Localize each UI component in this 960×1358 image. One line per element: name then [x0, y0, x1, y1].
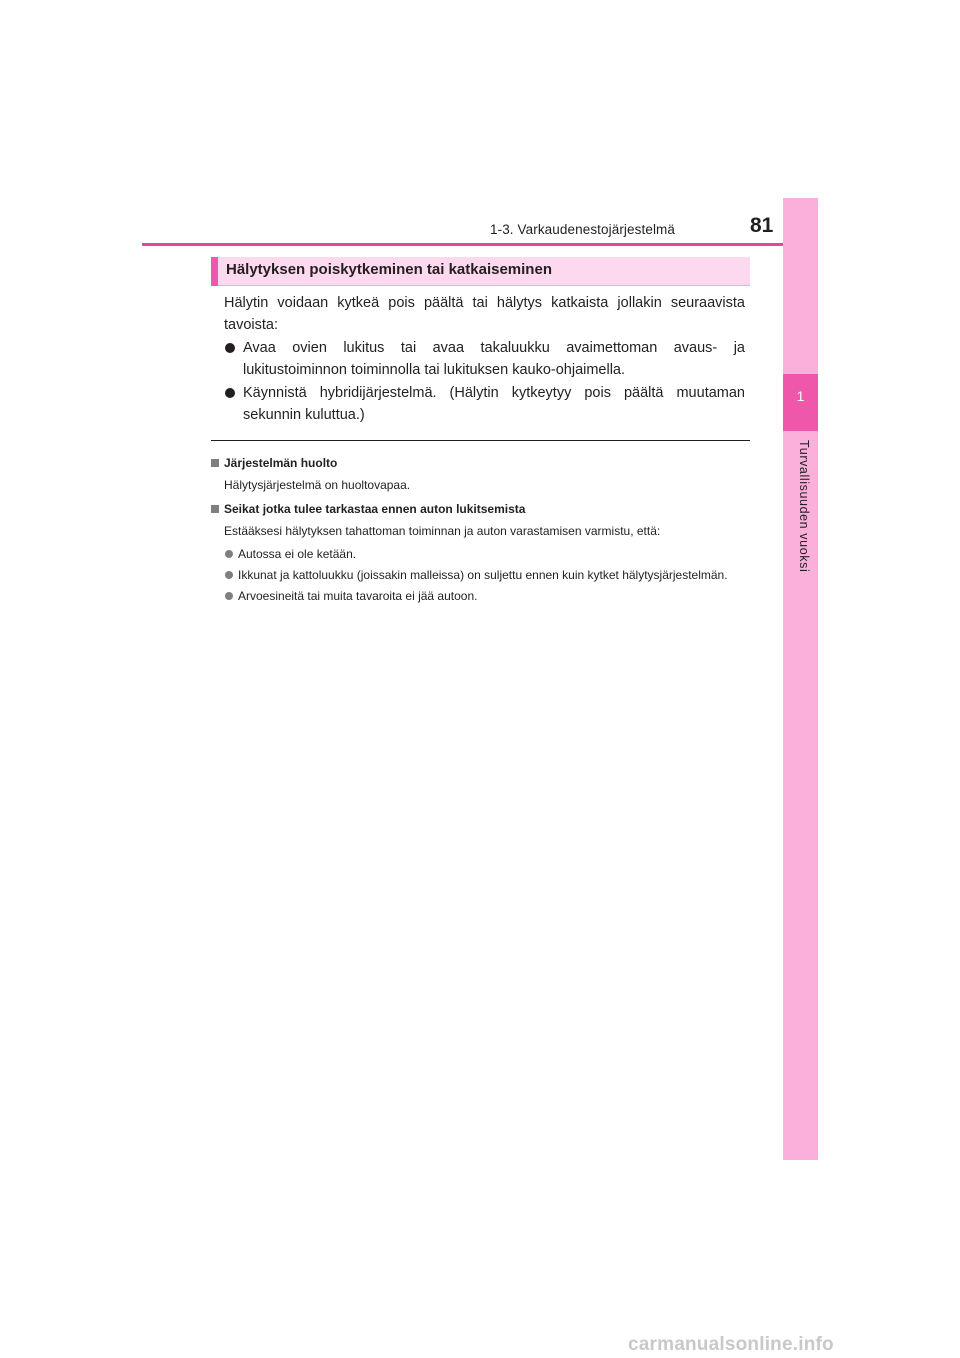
list-item-text: Avaa ovien lukitus tai avaa takaluukku avaimettoman avaus- ja lukitustoiminnon toiminnolla tai lukituksen kauko-ohjaimella.	[243, 340, 745, 378]
running-header: 1-3. Varkaudenestojärjestelmä	[490, 222, 675, 237]
list-item	[224, 337, 745, 381]
square-bullet-icon	[211, 459, 219, 467]
note-list-item-text: Autossa ei ole ketään.	[238, 547, 357, 561]
note-heading	[211, 501, 750, 517]
bullet-icon	[225, 550, 233, 558]
section-intro: Hälytin voidaan kytkeä pois päältä tai hälytys katkaista jollakin seuraavista tavoista:	[224, 295, 745, 333]
note-list-item-text: Arvoesineitä tai muita tavaroita ei jää autoon.	[238, 589, 478, 603]
bullet-icon	[225, 388, 235, 398]
list-item	[224, 382, 745, 426]
bullet-icon	[225, 343, 235, 353]
section-divider	[211, 440, 750, 441]
header-rule	[142, 243, 818, 246]
note-list-item	[211, 546, 750, 562]
note-list-item	[211, 588, 750, 604]
chapter-side-tab	[783, 198, 818, 1160]
notes-block	[211, 451, 750, 604]
note-text: Estääksesi hälytyksen tahattoman toiminnan ja auton varastamisen varmistu, että:	[224, 524, 661, 538]
chapter-number: 1	[796, 388, 805, 404]
list-item-text: Käynnistä hybridijärjestelmä. (Hälytin kytkeytyy pois päältä muutaman sekunnin kuluttua.)	[243, 385, 745, 423]
section-body	[224, 292, 745, 426]
note-list-item-text: Ikkunat ja kattoluukku (joissakin malleissa) on suljettu ennen kuin kytket hälytysjärjestelmän.	[238, 568, 728, 582]
watermark: carmanualsonline.info	[628, 1334, 834, 1355]
section-header-accent	[211, 257, 218, 286]
note-list-item	[211, 567, 750, 583]
bullet-icon	[225, 592, 233, 600]
square-bullet-icon	[211, 505, 219, 513]
section-title: Hälytyksen poiskytkeminen tai katkaiseminen	[226, 261, 552, 278]
note-text: Hälytysjärjestelmä on huoltovapaa.	[224, 478, 411, 492]
page-number: 81	[750, 214, 774, 237]
bullet-icon	[225, 571, 233, 579]
note-heading-text: Järjestelmän huolto	[224, 456, 338, 470]
section-header-box	[211, 257, 750, 286]
note-heading-text: Seikat jotka tulee tarkastaa ennen auton lukitsemista	[224, 502, 526, 516]
note-heading	[211, 455, 750, 471]
chapter-title: Turvallisuuden vuoksi	[797, 440, 811, 573]
